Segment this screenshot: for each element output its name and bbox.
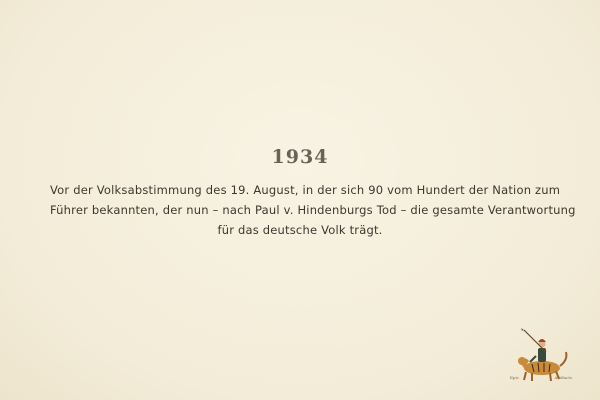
watermark-text: [510, 375, 572, 380]
caption-text: [50, 180, 576, 240]
watermark-left-text: Epic: [510, 375, 519, 380]
caption-line-3: für das deutsche Volk trägt.: [217, 223, 383, 237]
caption-line-2: Führer bekannten, der nun – nach Paul v. Hindenburgs Tod – die gesamte Verantwortung: [50, 203, 576, 217]
year-heading: 1934: [271, 146, 329, 168]
caption-line-1: Vor der Volksabstimmung des 19. August, in der sich 90 vom Hundert der Nation zum: [50, 183, 561, 197]
watermark-right-text: Artifacts: [554, 375, 572, 380]
